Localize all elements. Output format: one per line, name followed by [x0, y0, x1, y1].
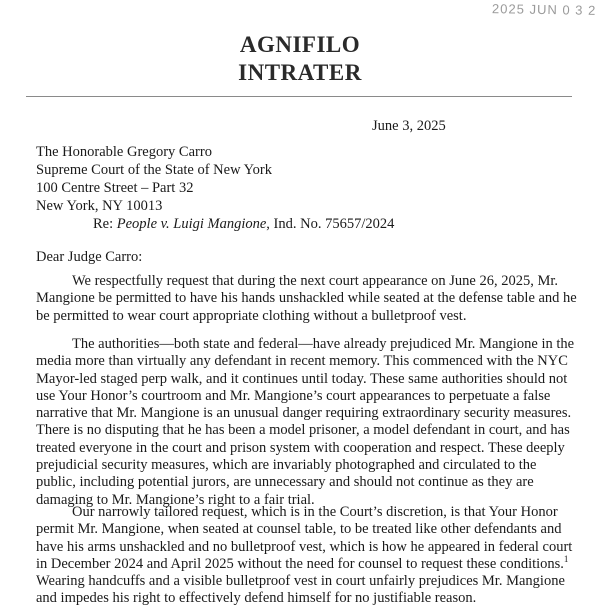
letterhead-divider — [26, 96, 572, 97]
re-case-name: People v. Luigi Mangione — [116, 216, 267, 232]
address-line: The Honorable Gregory Carro — [36, 144, 212, 160]
re-prefix: Re: — [93, 216, 117, 232]
paragraph-text: We respectfully request that during the next court appearance on June 26, 2025, Mr. Mangione be permitted to have his hands unshackled while seated at the defense table and he be permitted to wear court appropriate clothing without a bulletproof vest. — [36, 273, 577, 324]
address-line: Supreme Court of the State of New York — [36, 162, 273, 178]
letterhead — [0, 31, 600, 87]
body-paragraph-3 — [36, 504, 578, 608]
address-line: New York, NY 10013 — [36, 198, 163, 214]
re-suffix: , Ind. No. 75657/2024 — [266, 216, 395, 232]
paragraph-text: Wearing handcuffs and a visible bulletproof vest in court unfairly prejudices Mr. Mangione and impedes his right to effectively defend himself for no justifiable reason. — [36, 573, 565, 607]
letter-date: June 3, 2025 — [372, 118, 446, 134]
paragraph-text: The authorities—both state and federal—have already prejudiced Mr. Mangione in the media more than virtually any defendant in recent memory. This commenced with the NYC Mayor-led staged perp walk, and it continues until today. These same authorities should not use Your Honor’s courtroom and Mr. Mangione’s court appearances to perpetuate a false narrative that Mr. Mangione is an unusual danger requiring extraordinary security measures. There is no disputing that he has been a model prisoner, a model defendant in court, and has treated everyone in the court and prison system with cooperation and respect. These deeply prejudicial security measures, which are invariably photographed and circulated to the public, including potential jurors, are unnecessary and should not continue as they are damaging to Mr. Mangione’s right to a fair trial. — [36, 336, 575, 508]
address-line: 100 Centre Street – Part 32 — [36, 180, 194, 196]
received-stamp: 2025 JUN 0 3 2 — [491, 1, 597, 18]
salutation: Dear Judge Carro: — [36, 249, 143, 265]
letterhead-line-2: INTRATER — [238, 60, 362, 85]
body-paragraph-2 — [36, 336, 578, 509]
recipient-address — [36, 143, 272, 215]
paragraph-text: Our narrowly tailored request, which is in the Court’s discretion, is that Your Honor permit Mr. Mangione, when seated at counsel table, to be treated like other defendants and have his arms unshackled and no bulletproof vest, which is how he appeared in federal court in December 2024 and April 2025 without the need for counsel to request these conditions. — [36, 504, 573, 572]
footnote-marker: 1 — [563, 554, 569, 565]
letterhead-line-1: AGNIFILO — [239, 32, 361, 57]
re-line — [93, 216, 394, 233]
body-paragraph-1 — [36, 273, 578, 325]
